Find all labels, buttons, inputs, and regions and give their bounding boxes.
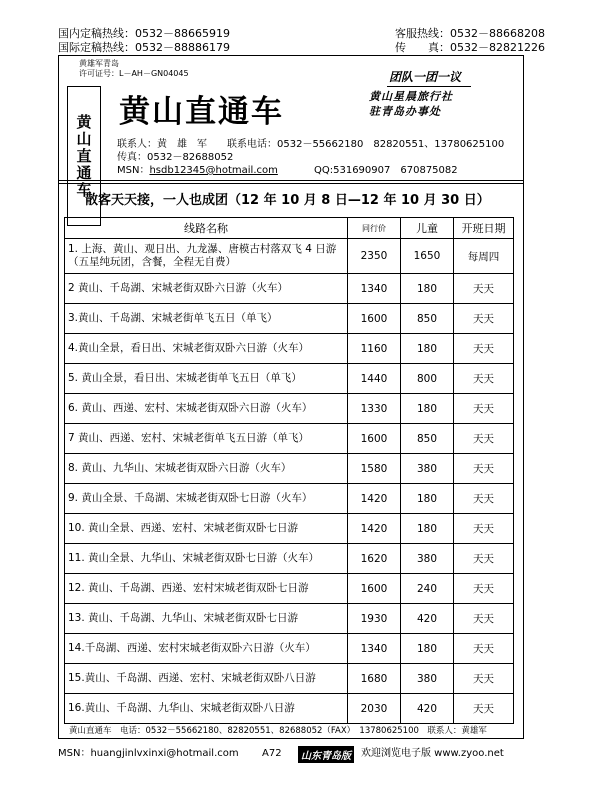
route-name: 1. 上海、黄山、观日出、九龙瀑、唐模古村落双飞 4 日游（五星纯玩团，含餐，全程无自费）	[65, 239, 348, 274]
route-child: 1650	[401, 239, 454, 274]
license-number: 许可证号：L－AH－GN04045	[79, 69, 189, 78]
route-child: 380	[401, 544, 454, 574]
route-schedule: 天天	[454, 574, 514, 604]
fax-number: 传 真：0532－82821226	[395, 41, 545, 54]
edition-badge: 山东青岛版	[298, 746, 354, 763]
route-price: 1420	[348, 514, 401, 544]
route-schedule: 天天	[454, 274, 514, 304]
route-price: 1600	[348, 424, 401, 454]
table-row	[65, 544, 514, 574]
vertical-char: 车	[76, 180, 92, 199]
route-child: 850	[401, 304, 454, 334]
route-schedule: 天天	[454, 514, 514, 544]
route-price: 1620	[348, 544, 401, 574]
vertical-char: 通	[76, 163, 92, 182]
route-child: 180	[401, 334, 454, 364]
route-schedule: 天天	[454, 424, 514, 454]
service-hotline: 客服热线：0532－88668208	[395, 27, 545, 40]
route-name: 15.黄山、千岛湖、西递、宏村、宋城老街双卧八日游	[65, 664, 348, 694]
route-child: 180	[401, 634, 454, 664]
brand-logo: 黄山直通车	[119, 94, 284, 130]
route-name: 8. 黄山、九华山、宋城老街双卧六日游（火车）	[65, 454, 348, 484]
contact-line: 联系人：黄 雄 军 联系电话：0532－55662180 82820551、13780625100	[117, 139, 505, 150]
international-hotline: 国际定稿热线：0532－88886179	[58, 41, 230, 54]
route-price: 1600	[348, 574, 401, 604]
route-schedule: 天天	[454, 634, 514, 664]
table-row	[65, 364, 514, 394]
table-row	[65, 694, 514, 724]
route-price: 1930	[348, 604, 401, 634]
route-child: 240	[401, 574, 454, 604]
route-schedule: 天天	[454, 304, 514, 334]
route-price: 2030	[348, 694, 401, 724]
route-child: 380	[401, 664, 454, 694]
route-price: 1340	[348, 634, 401, 664]
route-price: 1680	[348, 664, 401, 694]
table-header-row	[65, 218, 514, 239]
route-name: 5. 黄山全景，看日出、宋城老街单飞五日（单飞）	[65, 364, 348, 394]
route-schedule: 天天	[454, 604, 514, 634]
route-schedule: 天天	[454, 544, 514, 574]
route-name: 4.黄山全景，看日出、宋城老街双卧六日游（火车）	[65, 334, 348, 364]
route-child: 180	[401, 274, 454, 304]
small-brand: 黄雄军青岛	[79, 59, 119, 68]
ad-footer: 黄山直通车 电话：0532－55662180、82820551、82688052（FAX） 13780625100 联系人：黄雄军	[69, 726, 487, 736]
route-price: 1420	[348, 484, 401, 514]
table-row	[65, 334, 514, 364]
headline: 散客天天接，一人也成团（12 年 10 月 8 日—12 年 10 月 30 日）	[85, 193, 490, 208]
qq-line: QQ:531690907 670875082	[314, 165, 458, 176]
route-name: 10. 黄山全景、西递、宏村、宋城老街双卧七日游	[65, 514, 348, 544]
table-row	[65, 304, 514, 334]
table-row	[65, 274, 514, 304]
msn-label: MSN：	[117, 165, 150, 176]
table-row	[65, 514, 514, 544]
route-child: 420	[401, 604, 454, 634]
route-schedule: 天天	[454, 454, 514, 484]
route-schedule: 天天	[454, 364, 514, 394]
route-price: 1330	[348, 394, 401, 424]
domestic-hotline: 国内定稿热线：0532－88665919	[58, 27, 230, 40]
agency-name	[369, 89, 453, 119]
route-schedule: 天天	[454, 664, 514, 694]
route-name: 6. 黄山、西递、宏村、宋城老街双卧六日游（火车）	[65, 394, 348, 424]
table-row	[65, 664, 514, 694]
col-trade-price: 同行价	[348, 218, 401, 239]
table-row	[65, 634, 514, 664]
route-name: 3.黄山、千岛湖、宋城老街单飞五日（单飞）	[65, 304, 348, 334]
route-schedule: 每周四	[454, 239, 514, 274]
route-child: 180	[401, 394, 454, 424]
route-price: 1160	[348, 334, 401, 364]
slogan: 团队一团一议	[387, 68, 471, 87]
route-child: 180	[401, 514, 454, 544]
route-schedule: 天天	[454, 334, 514, 364]
col-child-price: 儿童	[401, 218, 454, 239]
divider	[59, 183, 523, 184]
route-name: 11. 黄山全景、九华山、宋城老街双卧七日游（火车）	[65, 544, 348, 574]
bottom-msn: MSN：huangjinlvxinxi@hotmail.com	[58, 748, 239, 759]
route-price: 1340	[348, 274, 401, 304]
route-child: 850	[401, 424, 454, 454]
table-row	[65, 574, 514, 604]
route-schedule: 天天	[454, 394, 514, 424]
table-row	[65, 239, 514, 274]
route-price: 2350	[348, 239, 401, 274]
msn-line	[117, 165, 278, 177]
route-name: 13. 黄山、千岛湖、九华山、宋城老街双卧七日游	[65, 604, 348, 634]
route-price: 1600	[348, 304, 401, 334]
agency-line: 驻青岛办事处	[369, 105, 441, 118]
col-departure: 开班日期	[454, 218, 514, 239]
route-child: 380	[401, 454, 454, 484]
fax-line: 传真：0532－82688052	[117, 152, 234, 163]
route-schedule: 天天	[454, 694, 514, 724]
route-price: 1580	[348, 454, 401, 484]
route-schedule: 天天	[454, 484, 514, 514]
msn-email[interactable]: hsdb12345@hotmail.com	[149, 165, 278, 176]
route-child: 180	[401, 484, 454, 514]
table-row	[65, 394, 514, 424]
site-link[interactable]: 欢迎浏览电子版 www.zyoo.net	[361, 748, 504, 759]
table-row	[65, 424, 514, 454]
table-row	[65, 484, 514, 514]
page-number: A72	[262, 748, 282, 759]
route-name: 9. 黄山全景、千岛湖、宋城老街双卧七日游（火车）	[65, 484, 348, 514]
vertical-char: 山	[76, 129, 92, 148]
table-row	[65, 454, 514, 484]
route-name: 16.黄山、千岛湖、九华山、宋城老街双卧八日游	[65, 694, 348, 724]
route-price: 1440	[348, 364, 401, 394]
route-name: 7 黄山、西递、宏村、宋城老街单飞五日游（单飞）	[65, 424, 348, 454]
agency-line: 黄山星晨旅行社	[369, 90, 453, 103]
route-child: 420	[401, 694, 454, 724]
vertical-char: 直	[76, 146, 92, 165]
divider	[59, 180, 523, 181]
route-table	[64, 217, 514, 724]
route-name: 12. 黄山、千岛湖、西递、宏村宋城老街双卧七日游	[65, 574, 348, 604]
table-row	[65, 604, 514, 634]
route-name: 14.千岛湖、西递、宏村宋城老街双卧六日游（火车）	[65, 634, 348, 664]
vertical-char: 黄	[76, 112, 92, 131]
route-name: 2 黄山、千岛湖、宋城老街双卧六日游（火车）	[65, 274, 348, 304]
col-route-name: 线路名称	[65, 218, 348, 239]
route-child: 800	[401, 364, 454, 394]
ad-frame	[58, 55, 524, 739]
